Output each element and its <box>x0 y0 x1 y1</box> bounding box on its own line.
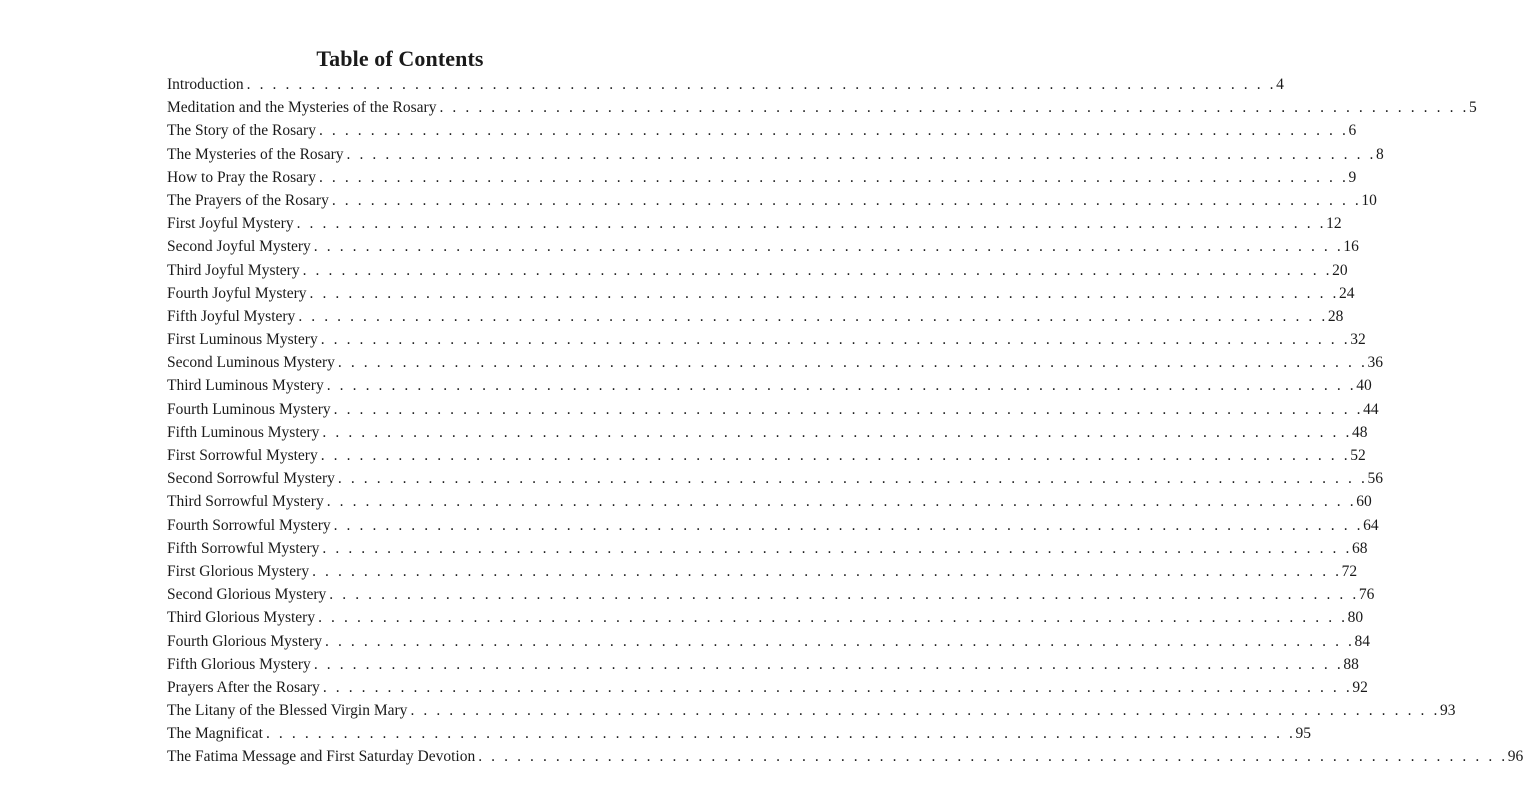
toc-entry-page: 64 <box>1363 516 1379 534</box>
toc-entry-label: Meditation and the Mysteries of the Rosary <box>167 99 437 117</box>
toc-entry <box>167 444 1366 467</box>
toc-entry-label: The Prayers of the Rosary <box>167 191 329 209</box>
toc-entry-label: Fourth Luminous Mystery <box>167 400 331 418</box>
toc-entry-page: 5 <box>1469 99 1477 117</box>
toc-entry-label: How to Pray the Rosary <box>167 168 316 186</box>
toc-entry <box>167 583 1375 606</box>
toc-entry-page: 4 <box>1276 76 1284 93</box>
toc-entry-label: Second Glorious Mystery <box>167 586 327 604</box>
toc-dot-leader: . . . . . . . . . . . . . . . . . . . . . . . . . . . . . . . . . . . . . . . . . . . . . . . . . . . . . . . . . . . . . . . . . . . . . . . . . . . . . . . . <box>302 261 1333 279</box>
toc-entry-label: Fourth Joyful Mystery <box>167 284 307 302</box>
toc-dot-leader: . . . . . . . . . . . . . . . . . . . . . . . . . . . . . . . . . . . . . . . . . . . . . . . . . . . . . . . . . . . . . . . . . . . . . . . . . . . . . . . . <box>346 145 1377 163</box>
toc-entry-label: Fifth Luminous Mystery <box>167 423 320 441</box>
toc-entry-label: First Sorrowful Mystery <box>167 447 318 464</box>
toc-entry-label: Fourth Glorious Mystery <box>167 632 322 650</box>
toc-entry <box>167 119 1357 142</box>
toc-dot-leader: . . . . . . . . . . . . . . . . . . . . . . . . . . . . . . . . . . . . . . . . . . . . . . . . . . . . . . . . . . . . . . . . . . . . . . . . . . . . . . . . <box>318 168 1349 186</box>
toc-entry <box>167 166 1357 189</box>
toc-entry-page: 52 <box>1350 447 1366 464</box>
toc-entry-label: Introduction <box>167 76 244 93</box>
toc-dot-leader: . . . . . . . . . . . . . . . . . . . . . . . . . . . . . . . . . . . . . . . . . . . . . . . . . . . . . . . . . . . . . . . . . . . . . . . . . . . . . . . . <box>322 423 1352 441</box>
toc-dot-leader: . . . . . . . . . . . . . . . . . . . . . . . . . . . . . . . . . . . . . . . . . . . . . . . . . . . . . . . . . . . . . . . . . . . . . . . . . . . . . . . . <box>322 539 1352 557</box>
toc-dot-leader: . . . . . . . . . . . . . . . . . . . . . . . . . . . . . . . . . . . . . . . . . . . . . . . . . . . . . . . . . . . . . . . . . . . . . . . . . . . . . . . . <box>265 725 1296 743</box>
toc-entry-label: Fourth Sorrowful Mystery <box>167 516 331 534</box>
toc-entry <box>167 398 1379 421</box>
toc-dot-leader: . . . . . . . . . . . . . . . . . . . . . . . . . . . . . . . . . . . . . . . . . . . . . . . . . . . . . . . . . . . . . . . . . . . . . . . . . . . . . . . . <box>333 400 1364 418</box>
toc-dot-leader: . . . . . . . . . . . . . . . . . . . . . . . . . . . . . . . . . . . . . . . . . . . . . . . . . . . . . . . . . . . . . . . . . . . . . . . . . . . . . . . . <box>298 307 1328 325</box>
toc-entry-label: Second Luminous Mystery <box>167 354 335 372</box>
toc-entry <box>167 374 1372 397</box>
toc-entry <box>167 537 1368 560</box>
toc-dot-leader: . . . . . . . . . . . . . . . . . . . . . . . . . . . . . . . . . . . . . . . . . . . . . . . . . . . . . . . . . . . . . . . . . . . . . . . . . . . . . . . . <box>329 586 1359 604</box>
toc-dot-leader: . . . . . . . . . . . . . . . . . . . . . . . . . . . . . . . . . . . . . . . . . . . . . . . . . . . . . . . . . . . . . . . . . . . . . . . . . . . . . . . . <box>410 702 1440 720</box>
toc-dot-leader: . . . . . . . . . . . . . . . . . . . . . . . . . . . . . . . . . . . . . . . . . . . . . . . . . . . . . . . . . . . . . . . . . . . . . . . . . . . . . . . . <box>312 562 1342 580</box>
toc-entry-label: The Magnificat <box>167 725 263 743</box>
toc-entry-label: First Glorious Mystery <box>167 562 310 580</box>
toc-entry-page: 10 <box>1361 191 1377 209</box>
toc-entry <box>167 421 1368 444</box>
toc-entry-page: 24 <box>1339 284 1355 302</box>
toc-entry <box>167 212 1342 235</box>
toc-entry-page: 20 <box>1332 261 1348 279</box>
toc-dot-leader: . . . . . . . . . . . . . . . . . . . . . . . . . . . . . . . . . . . . . . . . . . . . . . . . . . . . . . . . . . . . . . . . . . . . . . . . . . . . . . . . <box>326 377 1357 395</box>
toc-entry <box>167 351 1383 374</box>
toc-entry-label: First Luminous Mystery <box>167 331 318 349</box>
toc-entry-label: Fifth Glorious Mystery <box>167 655 311 673</box>
toc-entry-page: 9 <box>1348 168 1357 186</box>
toc-entry-page: 48 <box>1351 423 1368 441</box>
toc-entry <box>167 328 1366 351</box>
toc-entry-page: 88 <box>1343 655 1359 673</box>
toc-dot-leader: . . . . . . . . . . . . . . . . . . . . . . . . . . . . . . . . . . . . . . . . . . . . . . . . . . . . . . . . . . . . . . . . . . . . . . . . . . . . . . . . <box>296 215 1327 233</box>
toc-dot-leader: . . . . . . . . . . . . . . . . . . . . . . . . . . . . . . . . . . . . . . . . . . . . . . . . . . . . . . . . . . . . . . . . . . . . . . . . . . . . . . . . <box>325 632 1355 650</box>
toc-dot-leader: . . . . . . . . . . . . . . . . . . . . . . . . . . . . . . . . . . . . . . . . . . . . . . . . . . . . . . . . . . . . . . . . . . . . . . . . . . . . . . . . <box>318 122 1349 140</box>
toc-entry-page: 16 <box>1343 238 1359 256</box>
toc-entry-page: 6 <box>1348 122 1357 140</box>
toc-entry <box>167 235 1359 258</box>
toc-entry <box>167 259 1348 282</box>
toc-dot-leader: . . . . . . . . . . . . . . . . . . . . . . . . . . . . . . . . . . . . . . . . . . . . . . . . . . . . . . . . . . . . . . . . . . . . . . . . . . . . . . . . <box>318 609 1348 627</box>
toc-entry-label: Prayers After the Rosary <box>167 678 320 696</box>
toc-entry-label: Third Joyful Mystery <box>167 261 300 279</box>
toc-entry <box>167 73 1284 96</box>
toc-dot-leader: . . . . . . . . . . . . . . . . . . . . . . . . . . . . . . . . . . . . . . . . . . . . . . . . . . . . . . . . . . . . . . . . . . . . . . . . . . . . . . . . <box>439 99 1470 117</box>
toc-dot-leader: . . . . . . . . . . . . . . . . . . . . . . . . . . . . . . . . . . . . . . . . . . . . . . . . . . . . . . . . . . . . . . . . . . . . . . . . . . . . . . . . <box>322 678 1353 696</box>
toc-entry-page: 40 <box>1356 377 1372 395</box>
toc-entry-page: 95 <box>1295 725 1312 743</box>
toc-entry-page: 12 <box>1326 215 1342 233</box>
toc-entry <box>167 282 1355 305</box>
toc-dot-leader: . . . . . . . . . . . . . . . . . . . . . . . . . . . . . . . . . . . . . . . . . . . . . . . . . . . . . . . . . . . . . . . . . . . . . . . . . . . . . . . . <box>478 748 1508 766</box>
toc-dot-leader: . . . . . . . . . . . . . . . . . . . . . . . . . . . . . . . . . . . . . . . . . . . . . . . . . . . . . . . . . . . . . . . . . . . . . . . . . . . . . . . . <box>320 331 1351 349</box>
toc-entry-page: 36 <box>1367 354 1383 372</box>
page-title: Table of Contents <box>316 46 484 71</box>
toc-entry-label: The Story of the Rosary <box>167 122 316 140</box>
toc-dot-leader: . . . . . . . . . . . . . . . . . . . . . . . . . . . . . . . . . . . . . . . . . . . . . . . . . . . . . . . . . . . . . . . . . . . . . . . . . . . . . . . . <box>246 76 1277 93</box>
toc-entry <box>167 560 1358 583</box>
toc-dot-leader: . . . . . . . . . . . . . . . . . . . . . . . . . . . . . . . . . . . . . . . . . . . . . . . . . . . . . . . . . . . . . . . . . . . . . . . . . . . . . . . . <box>309 284 1340 302</box>
toc-entry <box>167 676 1368 699</box>
toc-entry <box>167 143 1384 166</box>
toc-entry-page: 56 <box>1367 470 1383 488</box>
toc-dot-leader: . . . . . . . . . . . . . . . . . . . . . . . . . . . . . . . . . . . . . . . . . . . . . . . . . . . . . . . . . . . . . . . . . . . . . . . . . . . . . . . . <box>337 470 1368 488</box>
toc-entry-page: 32 <box>1350 331 1366 349</box>
toc-entry <box>167 514 1379 537</box>
toc-entry-label: Fifth Sorrowful Mystery <box>167 539 320 557</box>
toc-dot-leader: . . . . . . . . . . . . . . . . . . . . . . . . . . . . . . . . . . . . . . . . . . . . . . . . . . . . . . . . . . . . . . . . . . . . . . . . . . . . . . . . <box>331 191 1362 209</box>
toc-entry <box>167 189 1377 212</box>
toc-entry-page: 68 <box>1351 539 1368 557</box>
toc-entry <box>167 699 1456 722</box>
toc-entry-label: Third Glorious Mystery <box>167 609 316 627</box>
toc-entry-page: 72 <box>1341 562 1358 580</box>
toc-entry-page: 44 <box>1363 400 1379 418</box>
toc-entry-page: 28 <box>1327 307 1344 325</box>
toc-dot-leader: . . . . . . . . . . . . . . . . . . . . . . . . . . . . . . . . . . . . . . . . . . . . . . . . . . . . . . . . . . . . . . . . . . . . . . . . . . . . . . . . <box>320 447 1351 464</box>
toc-entry <box>167 722 1312 745</box>
toc-entry-page: 8 <box>1376 145 1384 163</box>
toc-entry-page: 80 <box>1347 609 1364 627</box>
toc-entry-label: The Mysteries of the Rosary <box>167 145 344 163</box>
toc-entry <box>167 490 1372 513</box>
toc-dot-leader: . . . . . . . . . . . . . . . . . . . . . . . . . . . . . . . . . . . . . . . . . . . . . . . . . . . . . . . . . . . . . . . . . . . . . . . . . . . . . . . . <box>333 516 1364 534</box>
toc-entry-page: 76 <box>1358 586 1375 604</box>
toc-entry-label: Fifth Joyful Mystery <box>167 307 296 325</box>
toc-entry <box>167 745 1523 768</box>
toc-entry-label: First Joyful Mystery <box>167 215 294 233</box>
toc-entry-page: 84 <box>1354 632 1371 650</box>
toc-entry-label: The Fatima Message and First Saturday Devotion <box>167 748 476 766</box>
toc-entry-label: Third Luminous Mystery <box>167 377 324 395</box>
toc-entry-page: 93 <box>1439 702 1456 720</box>
toc-entry <box>167 653 1359 676</box>
toc-entry-page: 92 <box>1352 678 1368 696</box>
toc-entry-label: Second Joyful Mystery <box>167 238 311 256</box>
toc-entry <box>167 96 1477 119</box>
toc-entry-page: 96 <box>1507 748 1523 766</box>
toc-entry-label: Third Sorrowful Mystery <box>167 493 324 511</box>
toc-dot-leader: . . . . . . . . . . . . . . . . . . . . . . . . . . . . . . . . . . . . . . . . . . . . . . . . . . . . . . . . . . . . . . . . . . . . . . . . . . . . . . . . <box>313 238 1344 256</box>
toc-list <box>167 73 1523 769</box>
toc-entry <box>167 606 1364 629</box>
toc-entry-page: 60 <box>1356 493 1372 511</box>
toc-entry-label: Second Sorrowful Mystery <box>167 470 335 488</box>
toc-entry <box>167 305 1344 328</box>
toc-dot-leader: . . . . . . . . . . . . . . . . . . . . . . . . . . . . . . . . . . . . . . . . . . . . . . . . . . . . . . . . . . . . . . . . . . . . . . . . . . . . . . . . <box>326 493 1357 511</box>
toc-entry <box>167 630 1371 653</box>
toc-dot-leader: . . . . . . . . . . . . . . . . . . . . . . . . . . . . . . . . . . . . . . . . . . . . . . . . . . . . . . . . . . . . . . . . . . . . . . . . . . . . . . . . <box>313 655 1344 673</box>
toc-entry <box>167 467 1383 490</box>
toc-dot-leader: . . . . . . . . . . . . . . . . . . . . . . . . . . . . . . . . . . . . . . . . . . . . . . . . . . . . . . . . . . . . . . . . . . . . . . . . . . . . . . . . <box>337 354 1368 372</box>
toc-entry-label: The Litany of the Blessed Virgin Mary <box>167 702 408 720</box>
